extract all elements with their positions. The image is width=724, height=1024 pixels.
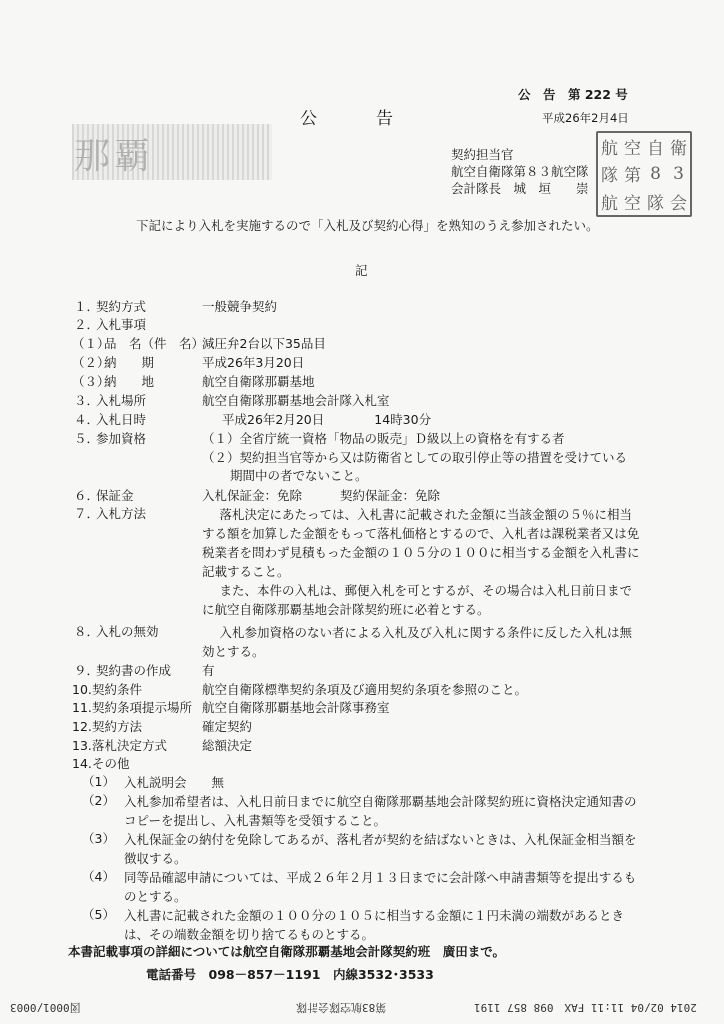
seal-character: 空	[624, 139, 641, 160]
item-number: １．	[74, 299, 100, 314]
item-value: 期間中の者でないこと。	[230, 468, 368, 483]
other-paragraph: 同等品確認申請については、平成２６年２月１３日までに会計隊へ申請書類等を提出するものとする。	[124, 870, 637, 904]
item-label: 入札場所	[96, 393, 147, 408]
seal-character: 航	[601, 139, 618, 160]
item-number: （２）	[72, 355, 110, 370]
other-paragraph: 入札参加希望者は、入札日前日までに航空自衛隊那覇基地会計隊契約班に資格決定通知書のコピーを提出し、入札書類等を受領すること。	[124, 794, 637, 828]
item-paragraph: 落札決定にあたっては、入札書に記載された金額に当該金額の５％に相当する額を加算した金額をもって落札価格とするので、入札者は課税業者又は免税業者を問わず見積もった金額の１０５分の１００に相当する金額を入札書に記載すること。	[202, 507, 640, 579]
item-number: ３．	[74, 393, 100, 408]
contact-phone: 電話番号 098－857－1191 内線3532･3533	[146, 967, 434, 982]
item-number: ５．	[74, 431, 100, 446]
item-number: （３）	[72, 374, 110, 389]
other-number: （5）	[82, 907, 115, 922]
item-value: 減圧弁2台以下35品目	[202, 336, 326, 351]
issuer-name: 会計隊長 城 垣 崇	[451, 181, 589, 196]
other-number: （2）	[82, 793, 115, 808]
item-value: 有	[202, 663, 215, 678]
item-label: 納 期	[104, 355, 155, 370]
item-value: 総額決定	[202, 738, 253, 753]
other-paragraph: 入札説明会 無	[124, 775, 225, 790]
item-value: 契約保証金：免除	[340, 488, 441, 503]
seal-character: 空	[624, 193, 641, 214]
item-number: 12.	[72, 719, 92, 734]
intro-text: 下記により入札を実施するので「入札及び契約心得」を熟知のうえ参加されたい。	[136, 218, 599, 233]
item-label: 入札の無効	[96, 624, 159, 639]
item-number: ７．	[74, 506, 100, 521]
item-number: 13.	[72, 738, 92, 753]
item-label: 契約方式	[96, 299, 147, 314]
item-value: 入札保証金：免除	[202, 488, 303, 503]
item-label: 入札事項	[96, 317, 147, 332]
item-label: 契約条件	[92, 682, 143, 697]
item-number: ４．	[74, 412, 100, 427]
seal-character: 航	[601, 193, 618, 214]
seal-character: 会	[670, 193, 687, 214]
seal-character: 3	[673, 163, 684, 184]
other-number: （1）	[82, 774, 115, 789]
seal-character: 8	[650, 163, 661, 184]
notice-date: 平成26年2月4日	[542, 111, 629, 125]
item-value: 航空自衛隊那覇基地	[202, 374, 315, 389]
item-value: （１）全省庁統一資格「物品の販売」Ｄ級以上の資格を有する者	[202, 431, 565, 446]
item-label: 落札決定方式	[92, 738, 168, 753]
item-value: 航空自衛隊標準契約条項及び適用契約条項を参照のこと。	[202, 682, 528, 697]
other-number: （4）	[82, 869, 115, 884]
seal-character: 隊	[647, 193, 664, 214]
item-value: 確定契約	[202, 719, 253, 734]
other-paragraph: 入札書に記載された金額の１００分の１０５に相当する金額に１円未満の端数があるときは、その端数金額を切り捨てるものとする。	[124, 908, 625, 942]
item-paragraph: また、本件の入札は、郵便入札を可とするが、その場合は入札日前日までに航空自衛隊那覇基地会計隊契約班に必着とする。	[202, 583, 633, 617]
item-label: 契約方法	[92, 719, 143, 734]
seal-character: 隊	[601, 166, 618, 187]
item-label: 入札日時	[96, 412, 147, 427]
item-value: 航空自衛隊那覇基地会計隊事務室	[202, 700, 390, 715]
notice-number: 公 告 第 222 号	[518, 87, 628, 102]
blurred-mark: 那覇	[72, 124, 272, 180]
seal-character: 衛	[670, 139, 687, 160]
item-number: ９．	[74, 663, 100, 678]
fax-footer-timestamp: 2014 02/04 11:11 FAX 098 857 1191	[474, 1001, 697, 1014]
item-label: その他	[92, 756, 130, 771]
item-number: ２．	[74, 317, 100, 332]
item-number: ６．	[74, 488, 100, 503]
fax-footer-sender: 第83航空隊会計隊	[296, 1001, 387, 1014]
item-label: 入札方法	[96, 506, 147, 521]
ki-heading: 記	[355, 263, 368, 278]
seal-character: 第	[624, 166, 641, 187]
other-number: （3）	[82, 831, 115, 846]
item-label: 契約書の作成	[96, 663, 172, 678]
item-number: 10.	[72, 682, 92, 697]
item-value: 航空自衛隊那覇基地会計隊入札室	[202, 393, 390, 408]
seal-character: 自	[647, 139, 664, 160]
fax-footer-page: 図0001/0003	[10, 1001, 81, 1014]
item-number: （１）	[72, 336, 110, 351]
item-value: 平成26年2月20日 14時30分	[222, 412, 432, 427]
item-value: （２）契約担当官等から又は防衛省としての取引停止等の措置を受けている	[202, 450, 628, 465]
contact-line: 本書記載事項の詳細については航空自衛隊那覇基地会計隊契約班 廣田まで。	[68, 944, 506, 959]
official-seal	[596, 131, 692, 217]
issuer-org: 航空自衛隊第８３航空隊	[451, 164, 589, 179]
item-label: 契約条項提示場所	[92, 700, 193, 715]
item-label: 保証金	[96, 488, 134, 503]
item-label: 参加資格	[96, 431, 147, 446]
item-value: 平成26年3月20日	[202, 355, 305, 370]
item-number: ８．	[74, 624, 100, 639]
page-title: 公 告	[300, 109, 395, 129]
item-label: 納 地	[104, 374, 155, 389]
other-paragraph: 入札保証金の納付を免除してあるが、落札者が契約を結ばないときは、入札保証金相当額を徴収する。	[124, 832, 637, 866]
item-paragraph: 入札参加資格のない者による入札及び入札に関する条件に反した入札は無効とする。	[202, 625, 633, 659]
item-label: 品 名（件 名）	[104, 336, 205, 351]
item-number: 11.	[72, 700, 92, 715]
item-number: 14.	[72, 756, 92, 771]
issuer-role: 契約担当官	[451, 147, 514, 162]
item-value: 一般競争契約	[202, 299, 278, 314]
